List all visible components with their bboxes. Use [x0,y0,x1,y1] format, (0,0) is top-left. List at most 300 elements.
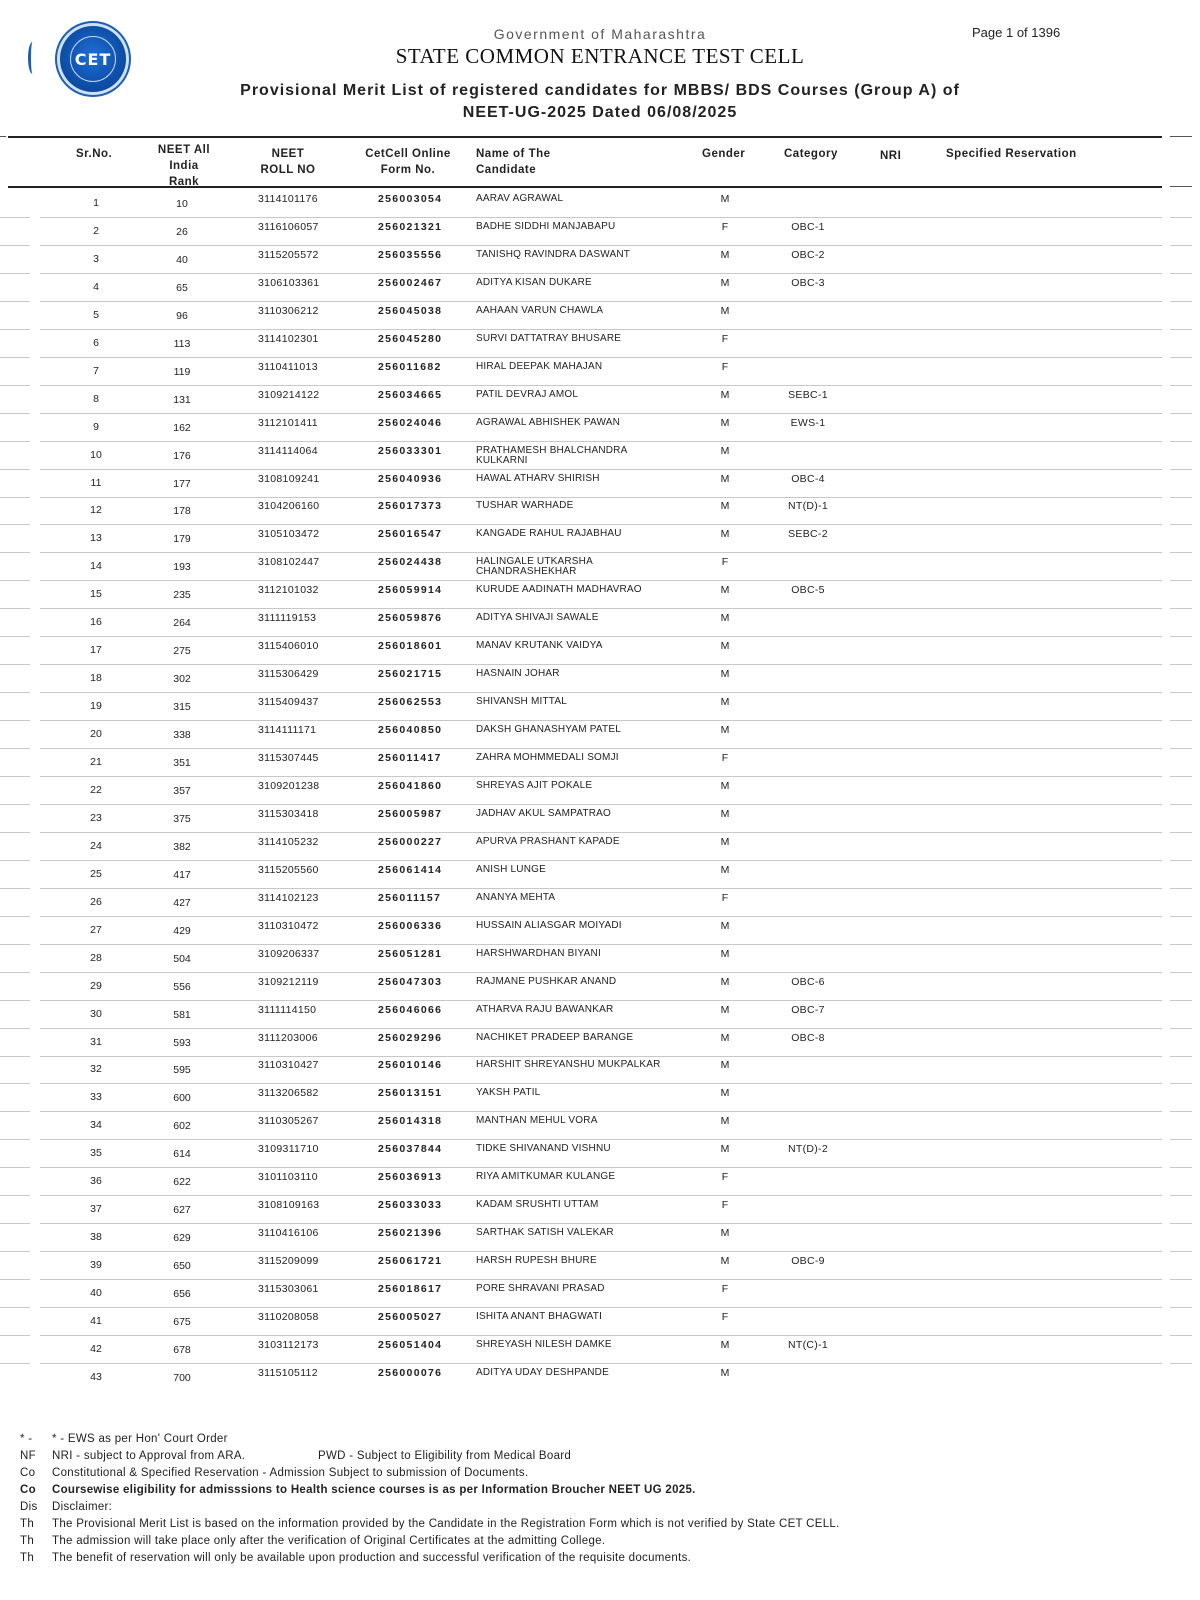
candidate-name-cell: HIRAL DEEPAK MAHAJAN [476,360,603,372]
roll-no-cell: 3113206582 [258,1087,319,1100]
sr-no-cell: 41 [90,1315,102,1327]
candidate-name-cell: ATHARVA RAJU BAWANKAR [476,1003,614,1015]
table-row [0,525,1200,553]
gender-cell: M [720,1031,730,1044]
roll-no-cell: 3115205560 [258,863,319,876]
sr-no-cell: 36 [90,1175,102,1188]
sr-no-cell: 12 [90,504,102,517]
table-row [0,777,1200,805]
roll-no-cell: 3110310472 [258,919,319,932]
table-row [0,442,1200,470]
form-no-cell: 256033301 [378,444,443,457]
category-cell: EWS-1 [790,416,826,429]
rank-cell: 593 [173,1036,191,1049]
gender-cell: F [721,556,729,569]
candidate-name-cell: ANANYA MEHTA [476,891,556,903]
candidate-name-cell: HAWAL ATHARV SHIRISH [476,472,600,484]
gender-cell: M [720,835,730,848]
candidate-name-cell: ZAHRA MOHMMEDALI SOMJI [476,752,619,763]
sr-no-cell: 18 [90,672,102,685]
form-no-cell: 256011417 [378,752,442,764]
table-row [0,721,1200,749]
candidate-name-cell: HARSHWARDHAN BIYANI [476,947,601,959]
form-no-cell: 256033033 [378,1199,443,1212]
candidate-name-cell: BADHE SIDDHI MANJABAPU [476,220,616,232]
gender-cell: M [720,388,730,401]
table-row [0,358,1200,386]
sr-no-cell: 20 [90,728,102,741]
table-row [0,1224,1200,1252]
sr-no-cell: 27 [90,923,102,936]
table-row [0,1001,1200,1029]
gender-cell: M [720,975,730,988]
sr-no-cell: 14 [90,560,102,573]
rank-cell: 275 [173,645,191,658]
candidate-name-cell: ISHITA ANANT BHAGWATI [476,1311,603,1322]
gender-cell: F [721,360,729,373]
rank-cell: 595 [173,1064,191,1077]
sr-no-cell: 7 [93,364,99,377]
gender-cell: M [720,612,730,625]
gender-cell: M [720,416,730,429]
candidate-name-cell: YAKSH PATIL [476,1087,541,1099]
candidate-name-cell: AGRAWAL ABHISHEK PAWAN [476,416,621,428]
sr-no-cell: 9 [93,420,99,433]
rank-cell: 375 [173,812,191,825]
gender-cell: M [720,248,730,261]
gender-cell: F [721,220,729,233]
rank-cell: 700 [173,1371,191,1384]
rank-cell: 177 [173,477,191,490]
form-no-cell: 256062553 [378,696,443,709]
roll-no-cell: 3109214122 [258,388,320,401]
rank-cell: 600 [173,1092,191,1105]
gender-cell: M [720,1338,730,1351]
rank-cell: 556 [173,980,191,993]
gender-cell: M [720,304,730,317]
category-cell: OBC-8 [791,1031,825,1044]
table-row [0,637,1200,665]
list-title-line-2: NEET-UG-2025 Dated 06/08/2025 [462,104,738,121]
roll-no-cell: 3110305267 [258,1115,319,1128]
note-disclaimer-1: Th The Provisional Merit List is based on the information provided by the Candidate in the Registration Form which is not verified by State CET CELL. [20,1518,840,1530]
gender-cell: M [720,500,730,513]
rank-cell: 581 [173,1008,191,1021]
rank-cell: 629 [173,1232,191,1245]
note-disclaimer: Dis Disclaimer: [20,1501,113,1513]
roll-no-cell: 3115303418 [258,807,319,820]
category-cell: OBC-5 [791,584,825,597]
form-no-cell: 256059914 [378,584,443,597]
table-row [0,1084,1200,1112]
roll-no-cell: 3109201238 [258,779,320,792]
candidate-name-cell: AAHAAN VARUN CHAWLA [476,304,604,316]
form-no-cell: 256018601 [378,640,443,653]
logo-text: CET [74,49,112,69]
candidate-name-cell: MANAV KRUTANK VAIDYA [476,640,603,652]
form-no-cell: 256000227 [378,835,443,848]
sr-no-cell: 8 [93,392,99,405]
category-cell: OBC-4 [791,472,825,485]
form-no-cell: 256021321 [378,220,443,233]
rank-cell: 178 [173,505,191,518]
roll-no-cell: 3109212119 [258,975,319,988]
roll-no-cell: 3109206337 [258,947,320,960]
table-row [0,414,1200,442]
roll-no-cell: 3104206160 [258,500,320,513]
gender-cell: M [720,947,730,960]
candidate-name-cell: TUSHAR WARHADE [476,500,574,512]
gender-cell: M [720,919,730,932]
candidate-name-cell: PATIL DEVRAJ AMOL [476,388,579,400]
category-cell: SEBC-1 [788,388,828,401]
sr-no-cell: 16 [90,616,102,629]
roll-no-cell: 3112101411 [258,416,318,429]
sr-no-cell: 1 [93,197,99,209]
candidate-name-cell: MANTHAN MEHUL VORA [476,1115,598,1127]
cell-title: STATE COMMON ENTRANCE TEST CELL [395,44,805,68]
candidate-name-cell: SHREYASH NILESH DAMKE [476,1338,612,1350]
table-row [0,1140,1200,1168]
table-row [0,470,1200,498]
sr-no-cell: 29 [90,979,102,992]
rule-stub [1170,186,1192,187]
roll-no-cell: 3115409437 [258,696,319,709]
table-row [0,581,1200,609]
gender-cell: F [721,1283,729,1296]
sr-no-cell: 25 [90,867,102,880]
form-no-cell: 256002467 [378,276,443,289]
sr-no-cell: 39 [90,1259,102,1272]
sr-no-cell: 40 [90,1287,102,1300]
rank-cell: 650 [173,1260,191,1273]
table-row [0,889,1200,917]
table-row [0,1168,1200,1196]
table-row [0,665,1200,693]
gender-cell: M [720,584,730,597]
gender-cell: M [720,640,730,653]
roll-no-cell: 3108102447 [258,556,320,569]
table-row [0,274,1200,302]
candidate-name-cell: TANISHQ RAVINDRA DASWANT [476,248,631,260]
form-no-cell: 256011157 [378,891,442,904]
rank-cell: 338 [173,729,191,742]
rank-cell: 235 [173,589,191,602]
sr-no-cell: 42 [90,1342,102,1355]
table-row [0,1280,1200,1308]
rank-cell: 417 [173,868,191,881]
note-coursewise: Co Coursewise eligibility for admisssions to Health science courses is as per Information Broucher NEET UG 2025. [20,1484,696,1496]
table-row [0,218,1200,246]
form-no-cell: 256024438 [378,556,443,569]
table-row [0,609,1200,637]
sr-no-cell: 37 [90,1203,102,1216]
table-row [0,1336,1200,1364]
table-row [0,330,1200,358]
form-no-cell: 256029296 [378,1031,443,1044]
table-row [0,917,1200,945]
roll-no-cell: 3112101032 [258,584,319,597]
rank-cell: 96 [176,309,188,322]
form-no-cell: 256051404 [378,1338,443,1351]
table-row [0,497,1200,525]
sr-no-cell: 6 [93,336,99,349]
gender-cell: M [720,444,730,457]
gender-cell: M [720,668,730,681]
roll-no-cell: 3116106057 [258,220,319,233]
rank-cell: 627 [173,1204,191,1217]
gender-cell: M [720,1255,730,1268]
gender-cell: M [720,193,730,205]
rank-cell: 10 [176,198,188,210]
table-row [0,833,1200,861]
form-no-cell: 256047303 [378,975,443,988]
rank-cell: 614 [173,1148,191,1161]
gender-cell: M [720,863,730,876]
government-title: Government of Maharashtra [493,26,707,42]
table-row [0,973,1200,1001]
form-no-cell: 256040936 [378,472,443,485]
gender-cell: F [721,1199,729,1212]
rank-cell: 65 [176,281,188,294]
candidate-name-cell: HARSH RUPESH BHURE [476,1255,597,1267]
form-no-cell: 256045038 [378,304,443,317]
candidate-name-cell: TIDKE SHIVANAND VISHNU [476,1143,611,1155]
rank-cell: 119 [173,365,191,378]
table-row [0,693,1200,721]
roll-no-cell: 3111203006 [258,1031,318,1044]
form-no-cell: 256061414 [378,863,443,876]
roll-no-cell: 3111114150 [258,1003,317,1016]
gender-cell: M [720,1059,730,1072]
form-no-cell: 256006336 [378,919,443,932]
roll-no-cell: 3105103472 [258,528,320,541]
col-header-roll-no: NEET ROLL NO [260,148,316,176]
rank-cell: 193 [173,561,191,574]
category-cell: OBC-6 [791,975,825,988]
candidate-name-cell: SHIVANSH MITTAL [476,696,567,708]
sr-no-cell: 31 [90,1035,102,1048]
roll-no-cell: 3101103110 [258,1171,318,1184]
sr-no-cell: 43 [90,1370,102,1383]
sr-no-cell: 3 [93,252,99,265]
roll-no-cell: 3114105232 [258,835,319,848]
table-row [0,190,1200,218]
rank-cell: 264 [173,617,191,630]
gender-cell: M [720,1143,730,1156]
gender-cell: F [721,752,729,764]
form-no-cell: 256005987 [378,807,443,820]
category-cell: NT(D)-1 [787,500,828,513]
roll-no-cell: 3114114064 [258,444,318,457]
candidate-name-cell: KANGADE RAHUL RAJABHAU [476,528,622,540]
candidate-name-cell: DAKSH GHANASHYAM PATEL [476,724,621,736]
form-no-cell: 256037844 [378,1143,443,1156]
rank-cell: 602 [173,1120,191,1133]
category-cell: NT(D)-2 [787,1143,828,1156]
table-row [0,945,1200,973]
roll-no-cell: 3115307445 [258,752,319,764]
candidate-name-cell: ADITYA SHIVAJI SAWALE [476,612,599,624]
table-row [0,1029,1200,1057]
sr-no-cell: 17 [90,644,102,657]
sr-no-cell: 5 [93,308,99,321]
page-indicator: Page 1 of 1396 [972,25,1061,40]
table-row [0,553,1200,581]
form-no-cell: 256011682 [378,360,442,373]
candidate-name-cell: HARSHIT SHREYANSHU MUKPALKAR [476,1059,661,1071]
gender-cell: M [720,1087,730,1100]
form-no-cell: 256040850 [378,724,443,737]
rank-cell: 622 [173,1176,191,1189]
col-header-sr-no: Sr.No. [76,148,113,160]
category-cell: OBC-2 [791,248,825,261]
roll-no-cell: 3115306429 [258,668,319,681]
sr-no-cell: 35 [90,1147,102,1160]
category-cell: OBC-3 [791,276,825,289]
col-header-nri: NRI [880,150,902,162]
gender-cell: M [720,696,730,709]
form-no-cell: 256024046 [378,416,443,429]
table-row [0,749,1200,777]
candidate-name-cell: RAJMANE PUSHKAR ANAND [476,975,617,987]
roll-no-cell: 3115105112 [258,1366,318,1379]
rank-cell: 357 [173,784,191,797]
form-no-cell: 256034665 [378,388,443,401]
form-no-cell: 256059876 [378,612,443,625]
table-row [0,302,1200,330]
roll-no-cell: 3108109163 [258,1199,320,1212]
rank-cell: 113 [173,337,191,350]
gender-cell: M [720,276,730,289]
category-cell: OBC-7 [791,1003,825,1016]
rank-cell: 656 [173,1288,191,1301]
gender-cell: M [720,472,730,485]
roll-no-cell: 3111119153 [258,612,317,625]
candidate-name-cell: PRATHAMESH BHALCHANDRA KULKARNI [476,444,628,466]
candidate-name-cell: ANISH LUNGE [476,863,546,875]
sr-no-cell: 13 [90,532,102,545]
roll-no-cell: 3114102301 [258,332,319,345]
form-no-cell: 256036913 [378,1171,443,1184]
form-no-cell: 256035556 [378,248,443,261]
candidate-name-cell: ADITYA KISAN DUKARE [476,276,592,288]
form-no-cell: 256010146 [378,1059,443,1072]
table-row [0,1196,1200,1224]
rank-cell: 678 [173,1343,191,1356]
header-top-rule [8,136,1162,138]
rank-cell: 429 [173,924,191,937]
sr-no-cell: 30 [90,1007,102,1020]
rank-cell: 504 [173,952,191,965]
table-row [0,1364,1200,1392]
rank-cell: 26 [176,225,188,238]
sr-no-cell: 4 [93,280,99,293]
gender-cell: M [720,528,730,541]
roll-no-cell: 3109311710 [258,1143,319,1156]
note-ews: * - * - EWS as per Hon' Court Order [20,1433,228,1445]
form-no-cell: 256003054 [378,193,443,205]
sr-no-cell: 22 [90,783,102,796]
gender-cell: M [720,1003,730,1016]
table-row [0,861,1200,889]
gender-cell: M [720,1366,730,1379]
table-row [0,1252,1200,1280]
sr-no-cell: 10 [90,448,102,461]
gender-cell: F [721,1311,729,1323]
table-row [0,805,1200,833]
table-row [0,246,1200,274]
candidate-name-cell: NACHIKET PRADEEP BARANGE [476,1031,634,1043]
candidate-name-cell: SARTHAK SATISH VALEKAR [476,1227,614,1239]
category-cell: OBC-9 [791,1255,825,1268]
sr-no-cell: 23 [90,811,102,824]
rank-cell: 176 [173,449,191,462]
candidate-name-cell: APURVA PRASHANT KAPADE [476,835,620,847]
form-no-cell: 256014318 [378,1115,443,1128]
rank-cell: 427 [173,896,191,909]
note-constitutional: Co Constitutional & Specified Reservation - Admission Subject to submission of Documents. [20,1467,529,1479]
gender-cell: M [720,779,730,792]
sr-no-cell: 24 [90,839,102,852]
candidate-name-cell: PORE SHRAVANI PRASAD [476,1283,605,1295]
roll-no-cell: 3110306212 [258,304,319,317]
sr-no-cell: 19 [90,700,102,713]
note-nri-pwd: NF NRI - subject to Approval from ARA. PWD - Subject to Eligibility from Medical Board [20,1450,572,1462]
form-no-cell: 256045280 [378,332,443,345]
roll-no-cell: 3115406010 [258,640,319,653]
candidate-name-cell: KADAM SRUSHTI UTTAM [476,1199,599,1211]
form-no-cell: 256041860 [378,779,443,792]
rank-cell: 675 [173,1316,191,1328]
table-row [0,386,1200,414]
category-cell: NT(C)-1 [787,1338,828,1351]
roll-no-cell: 3110208058 [258,1311,319,1323]
candidate-name-cell: SHREYAS AJIT POKALE [476,779,593,791]
sr-no-cell: 28 [90,951,102,964]
form-no-cell: 256013151 [378,1087,443,1100]
roll-no-cell: 3110411013 [258,360,318,373]
form-no-cell: 256018617 [378,1283,443,1296]
note-disclaimer-2: Th The admission will take place only after the verification of Original Certificates at the admitting College. [20,1535,606,1547]
col-header-category: Category [784,148,838,160]
sr-no-cell: 33 [90,1091,102,1104]
table-row [0,1112,1200,1140]
candidate-name-cell: ADITYA UDAY DESHPANDE [476,1366,609,1378]
candidate-name-cell: RIYA AMITKUMAR KULANGE [476,1171,616,1183]
col-header-form-no: CetCell Online Form No. [365,148,451,176]
roll-no-cell: 3108109241 [258,472,320,485]
gender-cell: F [721,332,729,345]
gender-cell: F [721,891,729,904]
form-no-cell: 256021715 [378,668,443,681]
rule-stub [0,136,6,137]
gender-cell: F [721,1171,729,1184]
sr-no-cell: 2 [93,224,99,237]
rank-cell: 131 [173,393,191,406]
candidate-name-cell: AARAV AGRAWAL [476,193,564,204]
sr-no-cell: 21 [90,756,102,768]
candidate-name-cell: KURUDE AADINATH MADHAVRAO [476,584,642,596]
form-no-cell: 256046066 [378,1003,443,1016]
col-header-specified-reservation: Specified Reservation [946,148,1077,160]
roll-no-cell: 3115303061 [258,1283,319,1296]
roll-no-cell: 3114102123 [258,891,319,904]
gender-cell: M [720,724,730,737]
table-row [0,1308,1200,1336]
sr-no-cell: 32 [90,1063,102,1076]
candidate-name-cell: SURVI DATTATRAY BHUSARE [476,332,622,344]
